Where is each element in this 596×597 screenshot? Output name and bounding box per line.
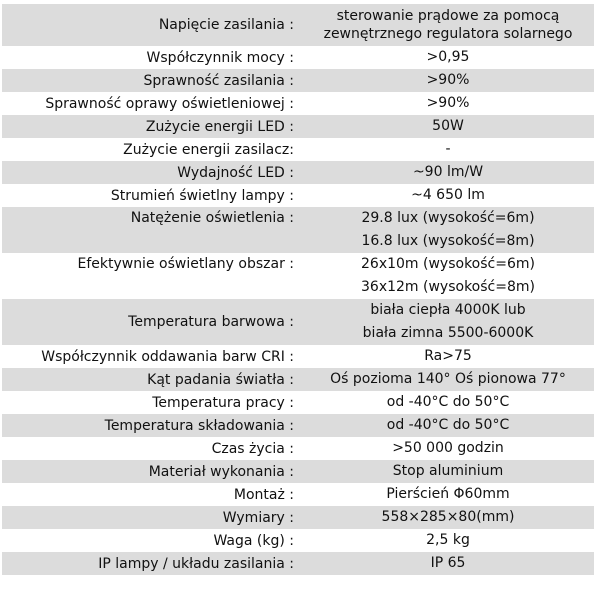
spec-label: Kąt padania światła :: [2, 368, 296, 391]
spec-label: Zużycie energii LED :: [2, 115, 296, 138]
spec-row: [2, 368, 594, 391]
spec-label: Czas życia :: [211, 440, 294, 457]
spec-value-line: od -40°C do 50°C: [386, 394, 510, 410]
spec-value-line: 29.8 lux (wysokość=6m): [361, 210, 535, 226]
spec-value-line: Oś pozioma 140° Oś pionowa 77°: [330, 371, 566, 387]
spec-row: [2, 437, 594, 460]
spec-value: [296, 161, 594, 184]
spec-value-line: Ra>75: [424, 348, 472, 364]
spec-value-line: >50 000 godzin: [392, 440, 504, 456]
spec-value-line: 558×285×80(mm): [381, 509, 515, 525]
spec-label: IP lampy / układu zasilania :: [2, 552, 296, 575]
spec-label: Współczynnik oddawania barw CRI :: [41, 348, 294, 365]
spec-label: Materiał wykonania :: [2, 460, 296, 483]
spec-value-line: od -40°C do 50°C: [386, 417, 510, 433]
spec-value: [296, 253, 594, 299]
spec-value-line: 2,5 kg: [426, 532, 470, 548]
specification-table: [2, 4, 594, 575]
spec-value-line: Stop aluminium: [392, 463, 504, 479]
spec-value: [296, 552, 594, 575]
spec-value: [296, 414, 594, 437]
spec-value: [296, 368, 594, 391]
spec-row: [2, 138, 594, 161]
spec-value-line: biała ciepła 4000K lub: [370, 302, 526, 318]
spec-row: [2, 460, 594, 483]
spec-label: Temperatura pracy :: [152, 394, 294, 411]
spec-value: [296, 92, 594, 115]
spec-value: [296, 299, 594, 345]
spec-label: Wydajność LED :: [2, 161, 296, 184]
spec-label: Sprawność oprawy oświetleniowej :: [45, 95, 294, 112]
spec-label: Współczynnik mocy :: [146, 49, 294, 66]
spec-value-line: >90%: [426, 95, 470, 111]
spec-row: [2, 46, 594, 69]
spec-label: Waga (kg) :: [213, 532, 294, 549]
spec-value: [296, 69, 594, 92]
spec-row: [2, 69, 594, 92]
spec-row: [2, 345, 594, 368]
spec-value: [296, 391, 594, 414]
spec-value-line: biała zimna 5500-6000K: [362, 325, 534, 341]
spec-value: [296, 138, 594, 161]
spec-value-line: sterowanie prądowe za pomocą: [336, 8, 560, 24]
spec-label: Natężenie oświetlenia :: [2, 207, 296, 253]
spec-label: Temperatura składowania :: [2, 414, 296, 437]
spec-label: Strumień świetlny lampy :: [110, 187, 294, 204]
spec-label: Wymiary :: [2, 506, 296, 529]
spec-value: [296, 184, 594, 207]
spec-label: Temperatura barwowa :: [2, 299, 296, 345]
spec-row: [2, 414, 594, 437]
spec-value: [296, 437, 594, 460]
spec-row: [2, 115, 594, 138]
spec-value: [296, 4, 594, 46]
spec-value-line: >90%: [426, 72, 470, 88]
spec-row: [2, 92, 594, 115]
specification-table-body: [2, 4, 594, 575]
spec-label: Efektywnie oświetlany obszar :: [77, 256, 294, 272]
spec-value: [296, 506, 594, 529]
spec-value: [296, 345, 594, 368]
spec-value-line: zewnętrznego regulatora solarnego: [323, 26, 573, 42]
spec-row: [2, 184, 594, 207]
spec-value-line: IP 65: [430, 555, 466, 571]
spec-row: [2, 529, 594, 552]
spec-row: [2, 483, 594, 506]
spec-label: Montaż :: [233, 486, 294, 503]
spec-value-line: ~4 650 lm: [411, 187, 485, 203]
spec-value-line: -: [445, 141, 451, 157]
spec-value-line: ~90 lm/W: [412, 164, 484, 180]
spec-row: [2, 207, 594, 253]
spec-value: [296, 483, 594, 506]
spec-row: [2, 391, 594, 414]
spec-row: [2, 299, 594, 345]
spec-value-line: >0,95: [426, 49, 470, 65]
spec-value-line: 36x12m (wysokość=8m): [361, 279, 535, 295]
spec-row: [2, 253, 594, 299]
spec-value-line: Pierścień Φ60mm: [386, 486, 510, 502]
spec-value: [296, 115, 594, 138]
spec-row: [2, 4, 594, 46]
spec-value: [296, 529, 594, 552]
spec-row: [2, 506, 594, 529]
spec-value: [296, 207, 594, 253]
spec-row: [2, 161, 594, 184]
spec-label: Zużycie energii zasilacz:: [123, 141, 294, 158]
spec-value: [296, 46, 594, 69]
spec-value-line: 16.8 lux (wysokość=8m): [361, 233, 535, 249]
spec-label: Napięcie zasilania :: [2, 4, 296, 46]
spec-value-line: 50W: [432, 118, 464, 134]
spec-row: [2, 552, 594, 575]
spec-label: Sprawność zasilania :: [2, 69, 296, 92]
spec-value: [296, 460, 594, 483]
spec-value-line: 26x10m (wysokość=6m): [361, 256, 535, 272]
